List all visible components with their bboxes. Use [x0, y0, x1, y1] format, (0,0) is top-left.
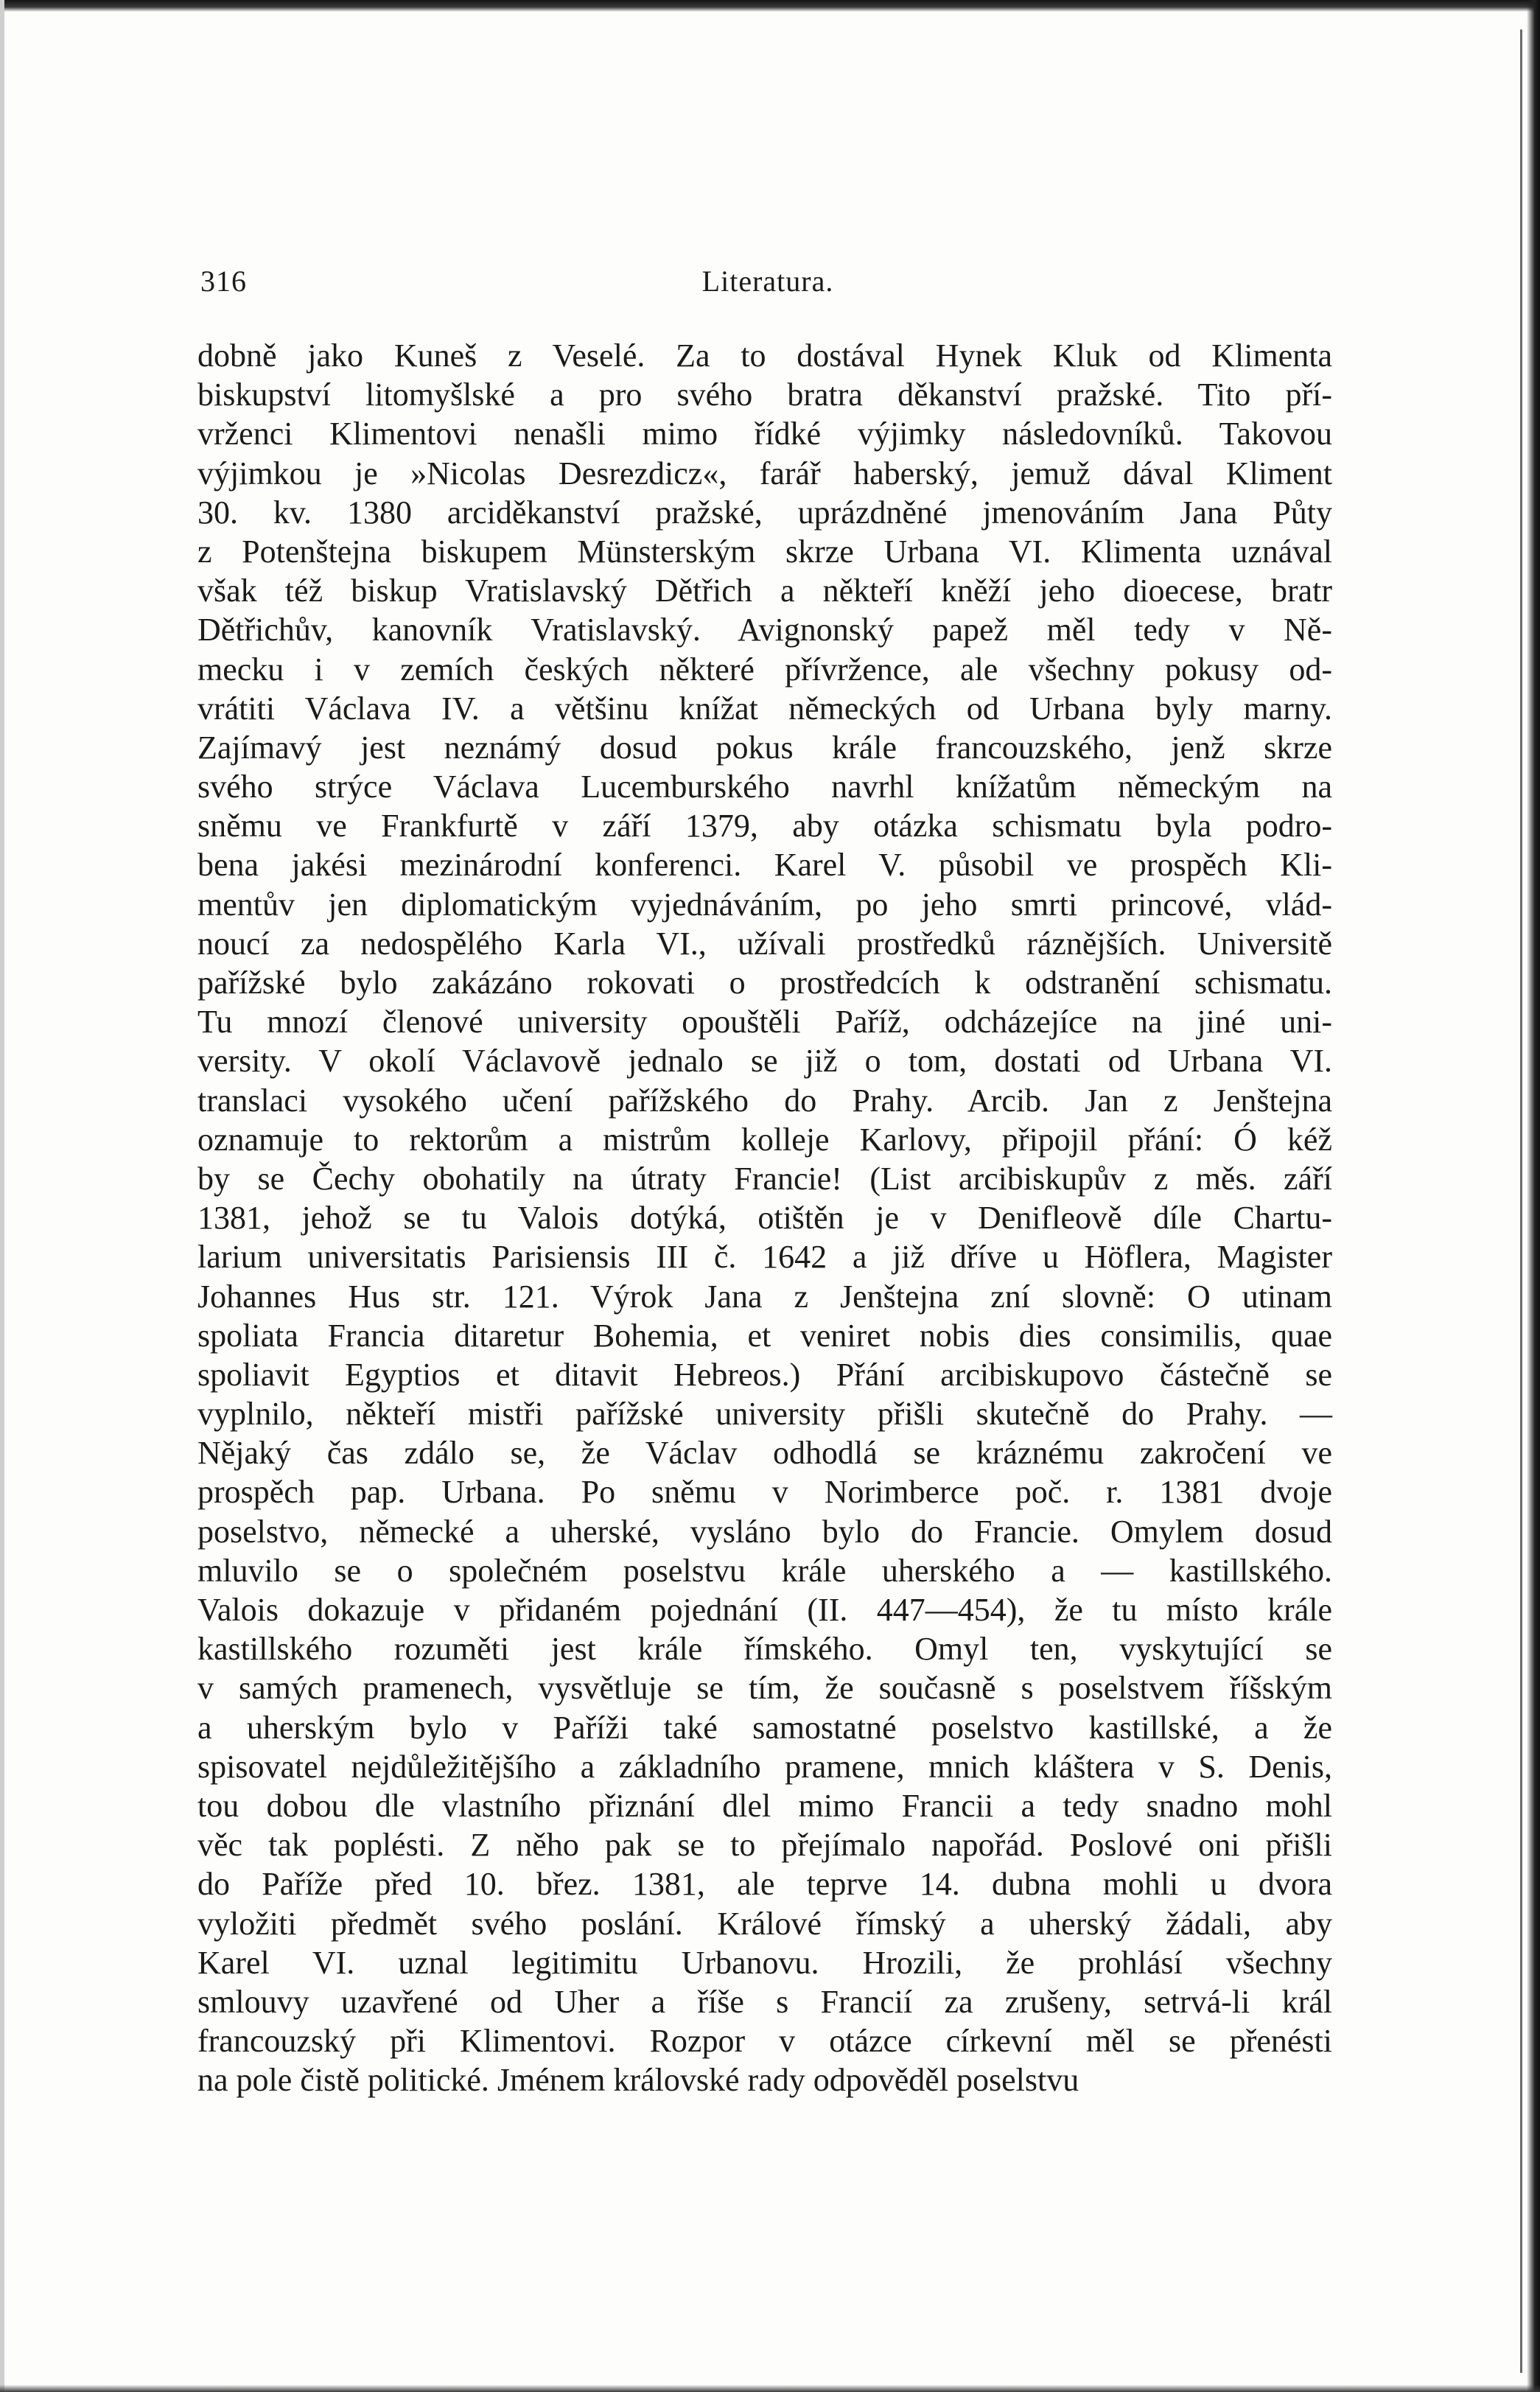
- text-line: výjimkou je »Nicolas Desrezdicz«, farář haberský, jemuž dával Kliment: [197, 455, 1332, 492]
- text-line: francouzský při Klimentovi. Rozpor v otázce církevní měl se přenésti: [197, 2023, 1332, 2060]
- text-line: smlouvy uzavřené od Uher a říše s Francií za zrušeny, setrvá-li král: [197, 1983, 1332, 2020]
- text-line: by se Čechy obohatily na útraty Francie! (List arcibiskupův z měs. září: [197, 1160, 1332, 1197]
- scan-bottom-edge: [0, 2385, 1540, 2392]
- text-line: vyplnilo, někteří mistři pařížské university přišli skutečně do Prahy. —: [197, 1396, 1332, 1433]
- text-line: kastillského rozuměti jest krále římského. Omyl ten, vyskytující se: [197, 1631, 1332, 1668]
- scan-top-edge: [0, 0, 1540, 12]
- running-title: Literatura.: [701, 265, 834, 298]
- text-line: mentův jen diplomatickým vyjednáváním, po jeho smrti princové, vlád-: [197, 886, 1332, 923]
- text-line: dobně jako Kuneš z Veselé. Za to dostával Hynek Kluk od Klimenta: [197, 338, 1332, 374]
- text-line: noucí za nedospělého Karla VI., užívali prostředků ráznějších. Universitě: [197, 925, 1332, 962]
- text-line: Karel VI. uznal legitimitu Urbanovu. Hrozili, že prohlásí všechny: [197, 1944, 1332, 1981]
- text-line: mecku i v zemích českých některé přívržence, ale všechny pokusy od-: [197, 651, 1332, 688]
- text-line: versity. V okolí Václavově jednalo se již o tom, dostati od Urbana VI.: [197, 1043, 1332, 1080]
- text-line: vrženci Klimentovi nenašli mimo řídké výjimky následovníků. Takovou: [197, 416, 1332, 452]
- text-line: Johannes Hus str. 121. Výrok Jana z Jenštejna zní slovně: O utinam: [197, 1278, 1332, 1315]
- text-line: Nějaký čas zdálo se, že Václav odhodlá se kráznému zakročení ve: [197, 1435, 1332, 1472]
- page-header: [200, 259, 1335, 304]
- text-line: spisovatel nejdůležitějšího a základního pramene, mnich kláštera v S. Denis,: [197, 1748, 1332, 1785]
- text-line: prospěch pap. Urbana. Po sněmu v Norimberce poč. r. 1381 dvoje: [197, 1474, 1332, 1511]
- text-line: biskupství litomyšlské a pro svého bratra děkanství pražské. Tito pří-: [197, 377, 1332, 413]
- text-line: a uherským bylo v Paříži také samostatné poselstvo kastillské, a že: [197, 1709, 1332, 1746]
- text-line: věc tak poplésti. Z něho pak se to přejímalo napořád. Poslové oni přišli: [197, 1827, 1332, 1864]
- text-line: poselstvo, německé a uherské, vysláno bylo do Francie. Omylem dosud: [197, 1513, 1332, 1550]
- text-line: sněmu ve Frankfurtě v září 1379, aby otázka schismatu byla podro-: [197, 808, 1332, 844]
- text-line: oznamuje to rektorům a mistrům kolleje Karlovy, připojil přání: Ó kéž: [197, 1121, 1332, 1158]
- body-text: [197, 336, 1332, 2099]
- text-line: translaci vysokého učení pařížského do Prahy. Arcib. Jan z Jenštejna: [197, 1082, 1332, 1119]
- text-line: bena jakési mezinárodní konferenci. Karel V. působil ve prospěch Kli-: [197, 847, 1332, 884]
- text-line: larium universitatis Parisiensis III č. 1642 a již dříve u Höflera, Magister: [197, 1239, 1332, 1276]
- scan-right-edge: [1527, 0, 1540, 2392]
- text-line: mluvilo se o společném poselstvu krále uherského a — kastillského.: [197, 1552, 1332, 1589]
- text-line: Tu mnozí členové university opouštěli Paříž, odcházejíce na jiné uni-: [197, 1004, 1332, 1041]
- text-line: na pole čistě politické. Jménem královské rady odpověděl poselstvu: [197, 2062, 1079, 2099]
- text-line: spoliata Francia ditaretur Bohemia, et veniret nobis dies consimilis, quae: [197, 1317, 1332, 1354]
- text-line: tou dobou dle vlastního přiznání dlel mimo Francii a tedy snadno mohl: [197, 1787, 1332, 1824]
- text-line: vyložiti předmět svého poslání. Králové římský a uherský žádali, aby: [197, 1905, 1332, 1942]
- text-line: Valois dokazuje v přidaném pojednání (II. 447—454), že tu místo krále: [197, 1592, 1332, 1628]
- text-line: 1381, jehož se tu Valois dotýká, otištěn je v Denifleově díle Chartu-: [197, 1200, 1332, 1237]
- text-line: 30. kv. 1380 arciděkanství pražské, uprázdněné jmenováním Jana Půty: [197, 494, 1332, 531]
- text-line: do Paříže před 10. břez. 1381, ale teprve 14. dubna mohli u dvora: [197, 1866, 1332, 1903]
- text-line: Dětřichův, kanovník Vratislavský. Avignonský papež měl tedy v Ně-: [197, 612, 1332, 648]
- page-number: 316: [200, 265, 247, 298]
- scan-binding-line: [1520, 29, 1522, 2373]
- text-line: spoliavit Egyptios et ditavit Hebreos.) Přání arcibiskupovo částečně se: [197, 1356, 1332, 1393]
- text-line: svého strýce Václava Lucemburského navrhl knížatům německým na: [197, 769, 1332, 805]
- text-line: vrátiti Václava IV. a většinu knížat německých od Urbana byly marny.: [197, 690, 1332, 727]
- text-line: pařížské bylo zakázáno rokovati o prostředcích k odstranění schismatu.: [197, 965, 1332, 1001]
- text-line: v samých pramenech, vysvětluje se tím, že současně s poselstvem říšským: [197, 1670, 1332, 1707]
- text-line: však též biskup Vratislavský Dětřich a někteří kněží jeho dioecese, bratr: [197, 573, 1332, 609]
- text-line: Zajímavý jest neznámý dosud pokus krále francouzského, jenž skrze: [197, 729, 1332, 766]
- text-line: z Potenštejna biskupem Münsterským skrze Urbana VI. Klimenta uznával: [197, 533, 1332, 570]
- scan-left-edge: [0, 0, 4, 2392]
